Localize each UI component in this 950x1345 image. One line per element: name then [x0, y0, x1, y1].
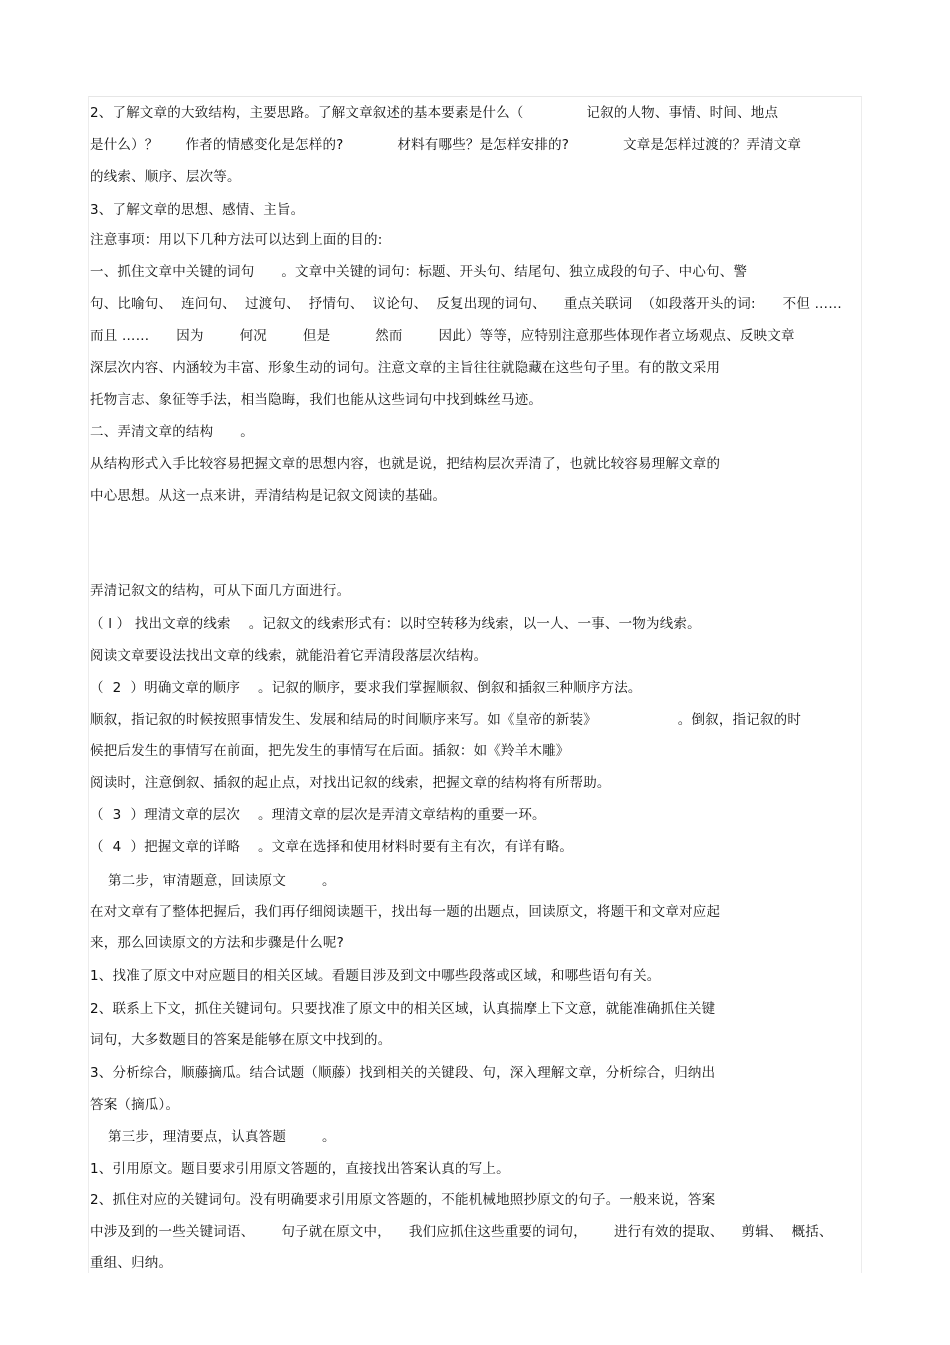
text-line: 中涉及到的一些关键词语、 句子就在原文中， 我们应抓住这些重要的词句， 进行有效的提取、 剪辑、 概括、 — [90, 1224, 833, 1240]
text-line: 3、了解文章的思想、感情、主旨。 — [90, 202, 305, 218]
list-item: 3、分析综合，顺藤摘瓜。结合试题（顺藤）找到相关的关键段、句，深入理解文章，分析综合，归纳出 — [90, 1065, 716, 1081]
text-line: 是什么）？ 作者的情感变化是怎样的? 材料有哪些？是怎样安排的? 文章是怎样过渡的？弄清文章 — [90, 137, 802, 153]
list-item: 1、引用原文。题目要求引用原文答题的，直接找出答案认真的写上。 — [90, 1161, 510, 1177]
list-item: （ 2 ）明确文章的顺序 。记叙的顺序，要求我们掌握顺叙、倒叙和插叙三种顺序方法。 — [90, 680, 642, 696]
text-line: 托物言志、象征等手法，相当隐晦，我们也能从这些词句中找到蛛丝马迹。 — [90, 392, 543, 408]
text-line: 而且 …… 因为 何况 但是 然而 因此）等等，应特别注意那些体现作者立场观点、反映文章 — [90, 328, 795, 344]
text-line: 注意事项：用以下几种方法可以达到上面的目的: — [90, 232, 383, 248]
text-line: 在对文章有了整体把握后，我们再仔细阅读题干，找出每一题的出题点，回读原文，将题干和文章对应起 — [90, 904, 721, 920]
list-item: 1、找准了原文中对应题目的相关区域。看题目涉及到文中哪些段落或区域，和哪些语句有关。 — [90, 968, 661, 984]
text-line: 来，那么回读原文的方法和步骤是什么呢? — [90, 935, 344, 951]
text-line: 候把后发生的事情写在前面，把先发生的事情写在后面。插叙：如《羚羊木雕》 — [90, 743, 570, 759]
heading-step-three: 第三步，理清要点，认真答题 。 — [90, 1129, 336, 1145]
list-item: （ 4 ）把握文章的详略 。文章在选择和使用材料时要有主有次，有详有略。 — [90, 839, 574, 855]
text-line: 答案（摘瓜）。 — [90, 1097, 180, 1113]
text-line: 的线索、顺序、层次等。 — [90, 169, 241, 185]
heading-step-two: 第二步，审清题意，回读原文 。 — [90, 873, 336, 889]
text-line: 从结构形式入手比较容易把握文章的思想内容，也就是说，把结构层次弄清了，也就比较容易理解文章的 — [90, 456, 721, 472]
list-item: （ l ） 找出文章的线索 。记叙文的线索形式有：以时空转移为线索，以一人、一事、一物为线索。 — [90, 616, 701, 632]
text-line: 中心思想。从这一点来讲，弄清结构是记叙文阅读的基础。 — [90, 488, 447, 504]
list-item: 2、联系上下文，抓住关键词句。只要找准了原文中的相关区域，认真揣摩上下文意，就能准确抓住关键 — [90, 1001, 716, 1017]
text-line: 句、比喻句、 连问句、 过渡句、 抒情句、 议论句、 反复出现的词句、 重点关联词 （如段落开头的词: 不但 …… — [90, 296, 842, 312]
text-line: 2、了解文章的大致结构，主要思路。了解文章叙述的基本要素是什么（ 记叙的人物、事情、时间、地点 — [90, 105, 779, 121]
text-line: 阅读时，注意倒叙、插叙的起止点，对找出记叙的线索，把握文章的结构将有所帮助。 — [90, 775, 611, 791]
text-line: 重组、归纳。 — [90, 1255, 173, 1271]
heading-key-sentences: 一、抓住文章中关键的词句 。文章中关键的词句：标题、开头句、结尾句、独立成段的句子、中心句、警 — [90, 264, 748, 280]
text-line: 词句，大多数题目的答案是能够在原文中找到的。 — [90, 1032, 392, 1048]
heading-structure: 二、弄清文章的结构 。 — [90, 424, 254, 440]
text-line: 顺叙，指记叙的时候按照事情发生、发展和结局的时间顺序来写。如《皇帝的新装》 。倒叙，指记叙的时 — [90, 712, 802, 728]
text-line: 弄清记叙文的结构，可从下面几方面进行。 — [90, 583, 351, 599]
text-line: 阅读文章要设法找出文章的线索，就能沿着它弄清段落层次结构。 — [90, 648, 488, 664]
text-line: 深层次内容、内涵较为丰富、形象生动的词句。注意文章的主旨往往就隐藏在这些句子里。有的散文采用 — [90, 360, 721, 376]
list-item: （ 3 ）理清文章的层次 。理清文章的层次是弄清文章结构的重要一环。 — [90, 807, 546, 823]
list-item: 2、抓住对应的关键词句。没有明确要求引用原文答题的，不能机械地照抄原文的句子。一般来说，答案 — [90, 1192, 716, 1208]
